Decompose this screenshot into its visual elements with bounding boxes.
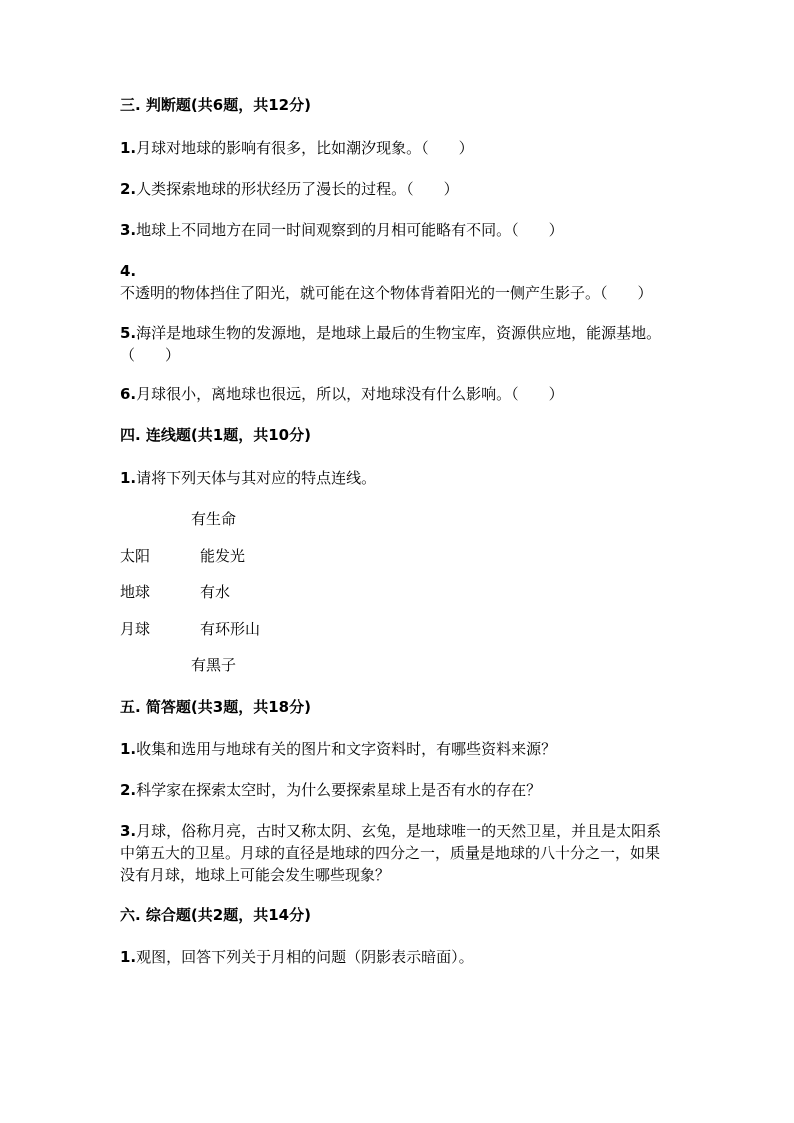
question-3-4 [120, 260, 665, 304]
question-text: 月球，俗称月亮，古时又称太阴、玄兔，是地球唯一的天然卫星，并且是太阳系中第五大的卫星。月球的直径是地球的四分之一，质量是地球的八十分之一，如果没有月球，地球上可能会发生哪些现象？ [120, 822, 662, 884]
section-3-heading: 三. 判断题(共6题，共12分) [120, 96, 311, 114]
celestial-body-item: 月球 [120, 620, 151, 638]
question-text: 不透明的物体挡住了阳光，就可能在这个物体背着阳光的一侧产生影子。（ ） [120, 284, 653, 302]
question-3-3 [120, 219, 564, 241]
question-3-2 [120, 178, 459, 200]
question-number: 6. [120, 385, 137, 403]
question-text: 地球上不同地方在同一时间观察到的月相可能略有不同。（ ） [136, 221, 564, 239]
question-number: 2. [120, 781, 137, 799]
celestial-body-item: 太阳 [120, 547, 151, 565]
question-text: 月球对地球的影响有很多，比如潮汐现象。（ ） [136, 139, 474, 157]
question-number: 1. [120, 740, 137, 758]
question-number: 1. [120, 469, 137, 487]
feature-item: 有环形山 [200, 620, 261, 638]
question-number: 2. [120, 180, 137, 198]
feature-item: 有水 [200, 583, 231, 601]
question-text: 收集和选用与地球有关的图片和文字资料时，有哪些资料来源？ [136, 740, 557, 758]
question-6-1 [120, 946, 474, 968]
question-3-6 [120, 383, 564, 405]
section-5-heading: 五. 简答题(共3题，共18分) [120, 698, 311, 716]
question-text: 科学家在探索太空时，为什么要探索星球上是否有水的存在？ [136, 781, 542, 799]
question-text: 人类探索地球的形状经历了漫长的过程。（ ） [136, 180, 459, 198]
question-5-3 [120, 820, 665, 886]
question-5-2 [120, 779, 541, 801]
question-number: 4. [120, 262, 137, 280]
question-text: 海洋是地球生物的发源地，是地球上最后的生物宝库，资源供应地，能源基地。（ ） [120, 324, 662, 364]
feature-item: 能发光 [200, 547, 246, 565]
question-3-1 [120, 137, 474, 159]
section-4-heading: 四. 连线题(共1题，共10分) [120, 426, 311, 444]
question-3-5 [120, 322, 665, 366]
question-number: 1. [120, 139, 137, 157]
celestial-body-item: 地球 [120, 583, 151, 601]
question-number: 3. [120, 221, 137, 239]
feature-item: 有生命 [191, 510, 237, 528]
question-text: 请将下列天体与其对应的特点连线。 [136, 469, 377, 487]
feature-item: 有黑子 [191, 656, 237, 674]
question-number: 1. [120, 948, 137, 966]
question-4-1 [120, 467, 376, 489]
question-number: 3. [120, 822, 137, 840]
question-number: 5. [120, 324, 137, 342]
section-6-heading: 六. 综合题(共2题，共14分) [120, 906, 311, 924]
question-text: 观图，回答下列关于月相的问题（阴影表示暗面）。 [136, 948, 474, 966]
question-5-1 [120, 738, 556, 760]
question-text: 月球很小，离地球也很远，所以，对地球没有什么影响。（ ） [136, 385, 564, 403]
